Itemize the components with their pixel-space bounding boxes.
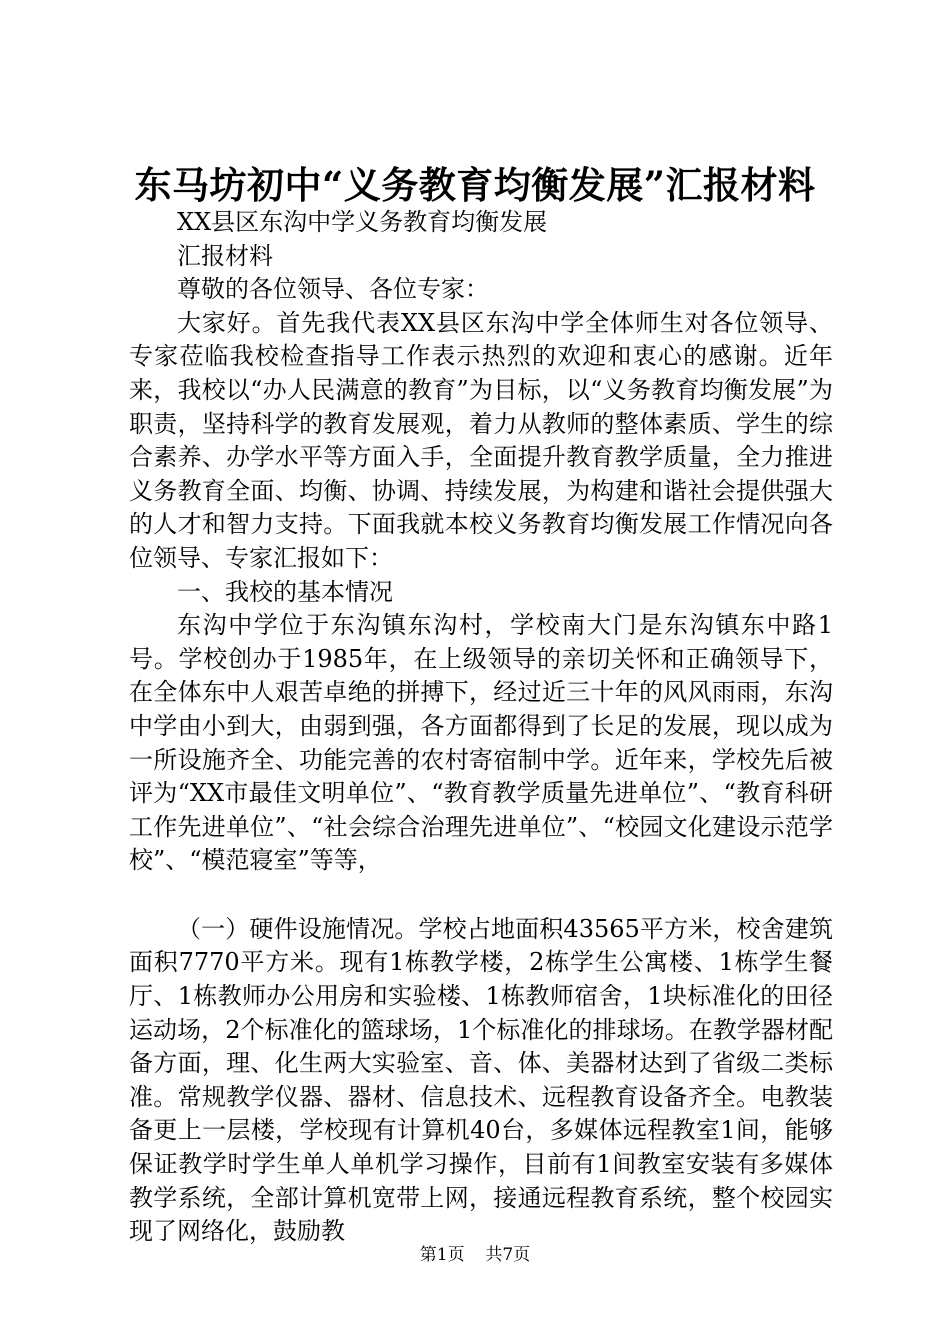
paragraph-school-name: XX县区东沟中学义务教育均衡发展 <box>177 208 548 236</box>
page-number-total: 共7页 <box>485 1245 531 1265</box>
paragraph-salutation: 尊敬的各位领导、各位专家： <box>177 275 489 304</box>
paragraph-school-overview: 东沟中学位于东沟镇东沟村，学校南大门是东沟镇东中路1号。学校创办于1985年，在上级领导的亲切关怀和正确领导下，在全体东中人艰苦卓绝的拼搏下，经过近三十年的风风雨雨，东沟中学由小到大，由弱到强，各方面都得到了长足的发展，现以成为一所设施齐全、功能完善的农村寄宿制中学。近年来，学校先后被评为“XX市最佳文明单位”、“教育教学质量先进单位”、“教育科研工作先进单位”、“社会综合治理先进单位”、“校园文化建设示范学校”、“模范寝室”等等， <box>129 611 833 875</box>
paragraph-introduction: 大家好。首先我代表XX县区东沟中学全体师生对各位领导、专家莅临我校检查指导工作表示热烈的欢迎和衷心的感谢。近年来，我校以“办人民满意的教育”为目标，以“义务教育均衡发展”为职责，坚持科学的教育发展观，着力从教师的整体素质、学生的综合素养、办学水平等方面入手，全面提升教育教学质量，全力推进义务教育全面、均衡、协调、持续发展，为构建和谐社会提供强大的人才和智力支持。下面我就本校义务教育均衡发展工作情况向各位领导、专家汇报如下： <box>129 308 833 572</box>
section-heading-basic-info: 一、我校的基本情况 <box>177 577 393 606</box>
paragraph-hardware-facilities: （一）硬件设施情况。学校占地面积43565平方米，校舍建筑面积7770平方米。现有1栋教学楼，2栋学生公寓楼、1栋学生餐厅、1栋教师办公用房和实验楼、1栋教师宿舍，1块标准化的田径运动场，2个标准化的篮球场，1个标准化的排球场。在教学器材配备方面，理、化生两大实验室、音、体、美器材达到了省级二类标准。常规教学仪器、器材、信息技术、远程教育设备齐全。电教装备更上一层楼，学校现有计算机40台，多媒体远程教室1间，能够保证教学时学生单人单机学习操作，目前有1间教室安装有多媒体教学系统，全部计算机宽带上网，接通远程教育系统，整个校园实现了网络化，鼓励教 <box>129 914 833 1246</box>
paragraph-report-label: 汇报材料 <box>177 241 273 270</box>
paragraph-spacer <box>129 878 833 913</box>
page-footer <box>0 1244 950 1266</box>
page-number-current: 第1页 <box>419 1245 465 1265</box>
document-body <box>129 206 833 1249</box>
document-title: 东马坊初中“义务教育均衡发展”汇报材料 <box>134 163 816 207</box>
